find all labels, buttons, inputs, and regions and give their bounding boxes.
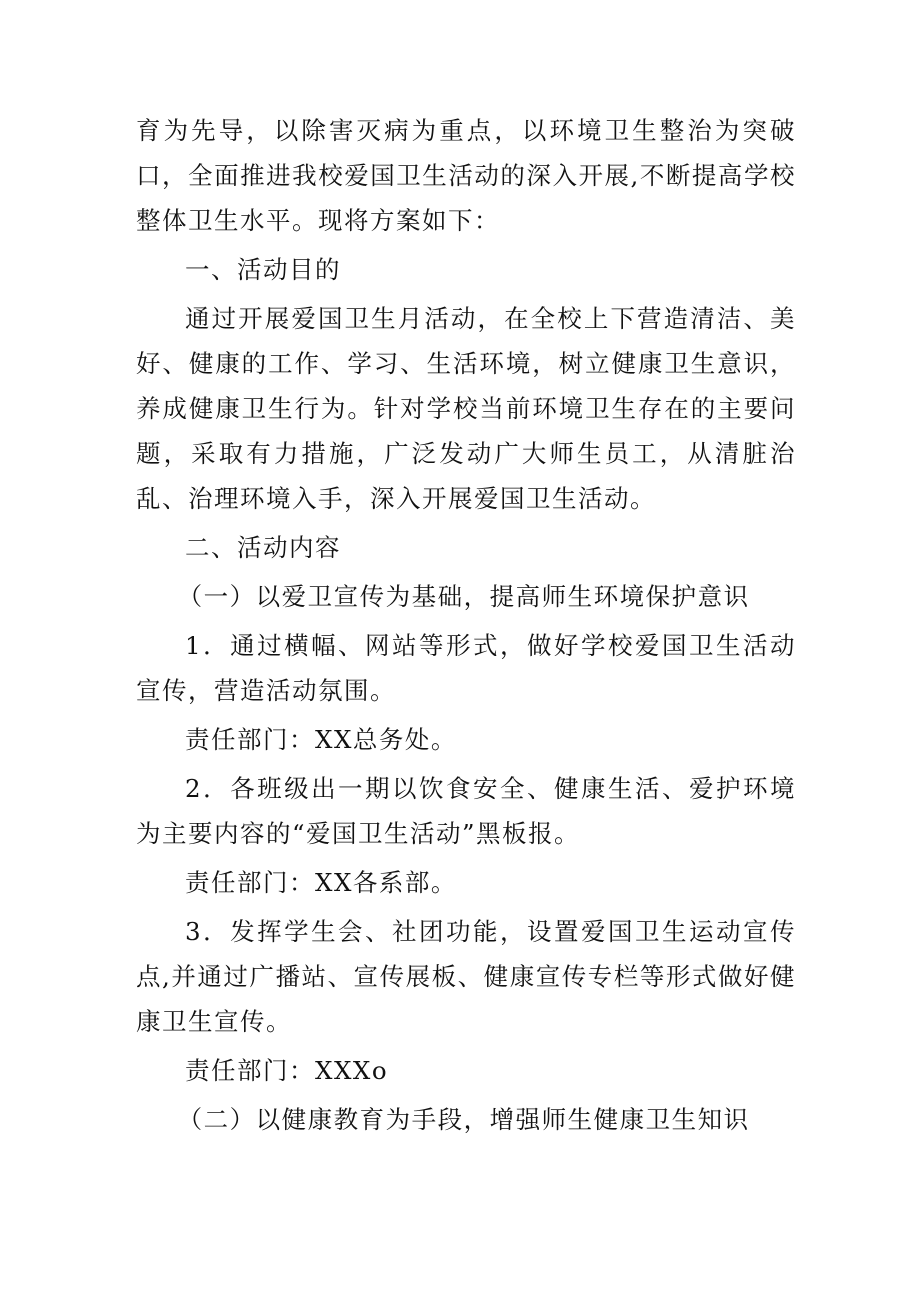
item-3-department: 责任部门：XXXo [185,1056,389,1085]
subsection-2-heading: （二）以健康教育为手段，增强师生健康卫生知识 [177,1105,750,1134]
item-2-paragraph: 2．各班级出一期以饮食安全、健康生活、爱护环境为主要内容的“爱国卫生活动”黑板报。 [136,774,796,848]
section-2-heading: 二、活动内容 [185,533,341,562]
section-1-body: 通过开展爱国卫生月活动，在全校上下营造清洁、美好、健康的工作、学习、生活环境，树立健康卫生意识，养成健康卫生行为。针对学校当前环境卫生存在的主要问题，采取有力措施，广泛发动广大师生员工，从清脏治乱、治理环境入手，深入开展爱国卫生活动。 [136,304,796,513]
section-1-heading: 一、活动目的 [185,255,341,284]
item-3-paragraph: 3．发挥学生会、社团功能，设置爱国卫生运动宣传点,并通过广播站、宣传展板、健康宣传专栏等形式做好健康卫生宣传。 [136,917,796,1036]
intro-paragraph: 育为先导，以除害灭病为重点，以环境卫生整治为突破口，全面推进我校爱国卫生活动的深入开展,不断提高学校整体卫生水平。现将方案如下： [136,116,796,235]
item-1-department: 责任部门：XX总务处。 [185,725,457,754]
item-2-department: 责任部门：XX各系部。 [185,868,457,897]
subsection-1-heading: （一）以爱卫宣传为基础，提高师生环境保护意识 [177,582,750,611]
document-body [136,108,796,1142]
item-1-paragraph: 1．通过横幅、网站等形式，做好学校爱国卫生活动宣传，营造活动氛围。 [136,631,796,705]
